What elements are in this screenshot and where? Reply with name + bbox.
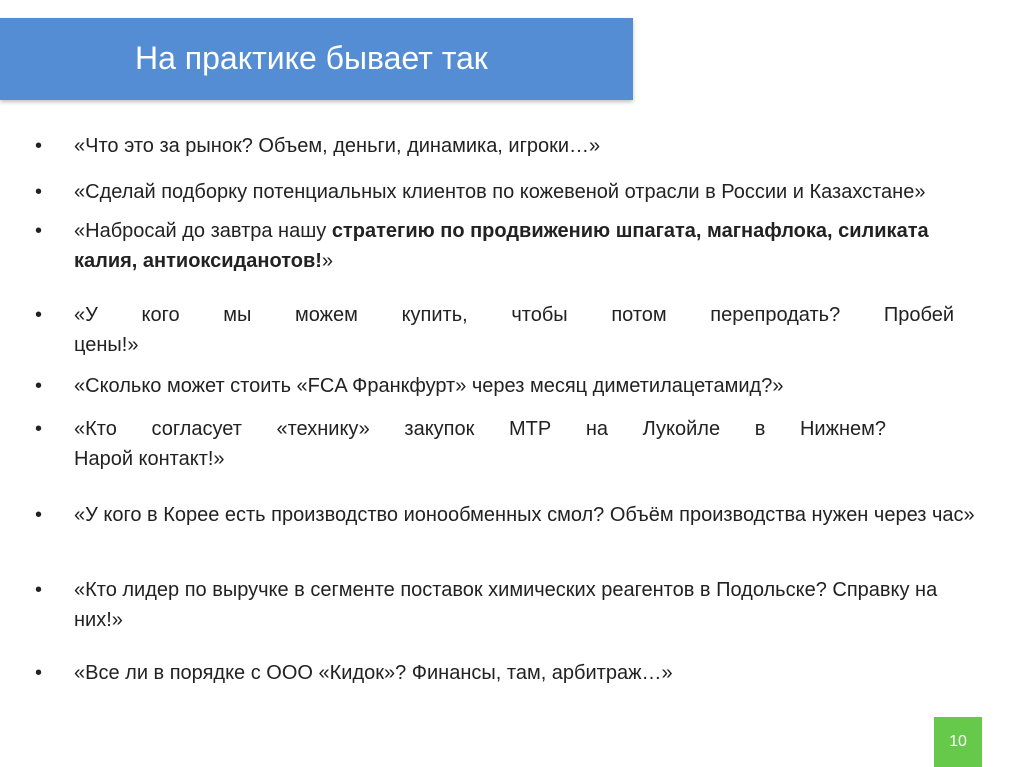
- bullet-item-9-text: «Все ли в порядке с ООО «Кидок»? Финансы, там, арбитраж…»: [74, 662, 673, 684]
- bullet-glyph: •: [35, 662, 43, 684]
- bullet-glyph: •: [35, 375, 43, 397]
- bullet-item-4: [74, 300, 954, 360]
- bullet-item-6-line-1: «Кто согласует «технику» закупок МТР на Лукойле в Нижнем?: [74, 418, 886, 440]
- bullet-item-5-text: «Сколько может стоить «FCA Франкфурт» через месяц диметилацетамид?»: [74, 375, 784, 397]
- bullet-glyph: •: [35, 220, 43, 242]
- bullet-item-8: [74, 575, 980, 635]
- bullet-glyph: •: [35, 304, 43, 326]
- page-number: 10: [949, 733, 967, 750]
- bullet-item-1-text: «Что это за рынок? Объем, деньги, динамика, игроки…»: [74, 135, 601, 157]
- bullet-item-6: [74, 414, 886, 474]
- bullet-item-3-bold-text: стратегию по продвижению шпагата, магнафлока, силиката калия, антиоксиданотов!: [74, 220, 929, 272]
- bullet-item-7-text: «У кого в Корее есть производство ионообменных смол? Объём производства нужен через час»: [74, 504, 975, 526]
- bullet-item-6-line-2: Нарой контакт!»: [74, 448, 225, 470]
- bullet-item-9: [74, 658, 980, 688]
- bullet-item-1: [74, 131, 980, 161]
- bullet-item-8-text: «Кто лидер по выручке в сегменте поставок химических реагентов в Подольске? Справку на них!»: [74, 579, 938, 631]
- bullet-glyph: •: [35, 579, 43, 601]
- bullet-item-2-text: «Сделай подборку потенциальных клиентов по кожевеной отрасли в России и Казахстане»: [74, 181, 926, 203]
- bullet-item-4-line-1: «У кого мы можем купить, чтобы потом перепродать? Пробей: [74, 304, 954, 326]
- bullet-item-3-closing: »: [321, 250, 334, 272]
- bullet-item-7: [74, 500, 980, 530]
- bullet-glyph: •: [35, 418, 43, 440]
- bullet-item-3: [74, 216, 980, 276]
- bullet-glyph: •: [35, 504, 43, 526]
- bullet-item-3-text: «Набросай до завтра нашу: [74, 220, 332, 242]
- bullet-item-5: [74, 371, 980, 401]
- slide-title: На практике бывает так: [135, 40, 488, 76]
- bullet-item-4-line-2: цены!»: [74, 334, 139, 356]
- bullet-glyph: •: [35, 181, 43, 203]
- bullet-glyph: •: [35, 135, 43, 157]
- bullet-item-2: [74, 177, 980, 207]
- page-number-badge: [934, 717, 982, 767]
